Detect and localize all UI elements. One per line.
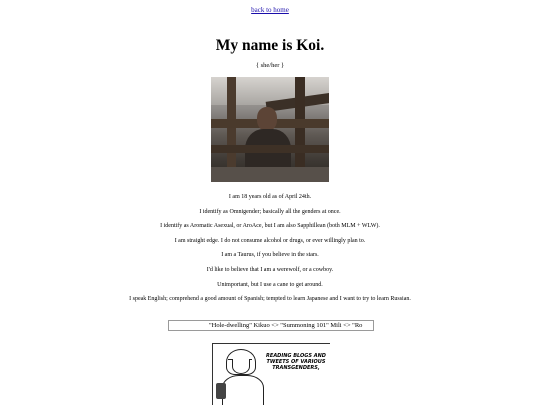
fact-item: Unimportant, but I use a cane to get around. <box>217 281 323 288</box>
back-link-container <box>0 6 540 14</box>
fact-item: I am a Taurus, if you believe in the stars. <box>221 252 319 259</box>
pronouns-text: { she/her } <box>255 62 285 69</box>
back-to-home-link[interactable]: back to home <box>251 6 289 14</box>
fact-item: I speak English; comprehend a good amount of Spanish; tempted to learn Japanese and I want to try to learn Russian. <box>129 296 411 303</box>
fact-item: I'd like to believe that I am a werewolf, or a cowboy. <box>206 266 334 273</box>
comic-image <box>212 343 330 405</box>
fact-item: I identify as Omnigender; basically all the genders at once. <box>199 208 341 215</box>
marquee-text: "Hole-dwelling" Kikuo <> "Summoning 101" Mili <> "Ro <box>209 322 363 329</box>
music-marquee <box>168 320 374 331</box>
facts-list <box>0 190 540 307</box>
profile-photo <box>211 77 329 182</box>
comic-caption: READING BLOGS AND TWEETS OF VARIOUS TRANSGENDERS, <box>266 353 326 371</box>
fact-item: I am straight edge. I do not consume alcohol or drugs, or ever willingly plan to. <box>174 237 366 244</box>
fact-item: I identify as Aromatic Asexual, or AroAce, but I am also Sapphillean (both MLM + WLW). <box>160 223 380 230</box>
phone-icon <box>216 383 226 399</box>
page-title: My name is Koi. <box>215 37 325 54</box>
fact-item: I am 18 years old as of April 24th. <box>228 194 312 200</box>
